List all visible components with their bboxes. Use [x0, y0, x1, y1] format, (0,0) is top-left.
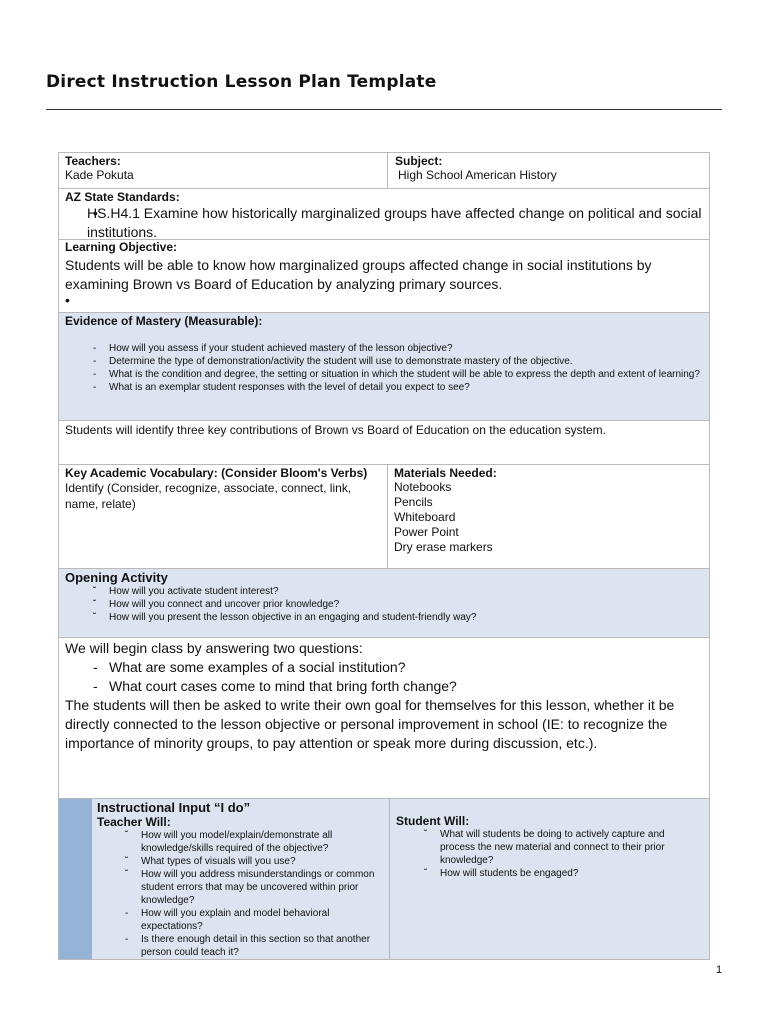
input-sidebar	[59, 799, 92, 959]
opening-answer-row	[58, 637, 710, 799]
objective-row	[58, 239, 710, 313]
objective-label: Learning Objective:	[65, 240, 178, 254]
opening-intro: We will begin class by answering two questions:	[65, 640, 363, 656]
evidence-answer: Students will identify three key contributions of Brown vs Board of Education on the education system.	[65, 423, 606, 437]
evidence-item: - What is the condition and degree, the setting or situation in which the student will be able to express the depth and extent of learning?	[65, 368, 703, 381]
instructional-input-row	[58, 798, 710, 960]
document-title: Direct Instruction Lesson Plan Template	[46, 72, 437, 92]
teacher-item: - How will you explain and model behavioral expectations?	[97, 907, 387, 933]
materials-label: Materials Needed:	[394, 466, 497, 480]
evidence-label: Evidence of Mastery (Measurable):	[65, 314, 263, 328]
material-item: Power Point	[394, 525, 459, 539]
material-item: Pencils	[394, 495, 433, 509]
opening-item: ˘ How will you present the lesson objective in an engaging and student-friendly way?	[65, 611, 703, 624]
vocabulary-label: Key Academic Vocabulary: (Consider Bloom's Verbs)	[65, 466, 368, 480]
input-label: Instructional Input “I do”	[97, 800, 251, 815]
opening-question: - What court cases come to mind that bring forth change?	[65, 677, 703, 696]
opening-activity-row	[58, 568, 710, 638]
standards-label: AZ State Standards:	[65, 190, 180, 204]
material-item: Whiteboard	[394, 510, 456, 524]
standard-item: • HS.H4.1 Examine how historically marginalized groups have affected change on political and social institutions.	[65, 204, 703, 242]
opening-closing: The students will then be asked to write their own goal for themselves for this lesson, whether it be directly connected to the lesson objective or personal improvement in school (IE: to recognize the importance of minority groups, to pay attention or speak more during discussion, etc.).	[65, 697, 675, 751]
evidence-item: - How will you assess if your student achieved mastery of the lesson objective?	[65, 342, 703, 355]
material-item: Notebooks	[394, 480, 452, 494]
student-item: ˘ How will students be engaged?	[396, 867, 701, 880]
teachers-label: Teachers:	[65, 154, 121, 168]
page-number: 1	[716, 964, 723, 976]
teachers-subject-row	[58, 152, 710, 189]
teacher-item: - Is there enough detail in this section so that another person could teach it?	[97, 933, 387, 959]
subject-value: High School American History	[398, 168, 557, 182]
subject-label: Subject:	[395, 154, 443, 168]
opening-item: ˘ How will you activate student interest?	[65, 585, 703, 598]
evidence-row	[58, 312, 710, 421]
material-item: Dry erase markers	[394, 540, 493, 554]
evidence-item: - Determine the type of demonstration/activity the student will use to demonstrate mastery of the objective.	[65, 355, 703, 368]
teachers-value: Kade Pokuta	[65, 168, 134, 182]
title-rule	[46, 109, 722, 110]
teacher-item: ˘ What types of visuals will you use?	[97, 855, 387, 868]
objective-empty-bullet: •	[65, 292, 70, 308]
objective-text: Students will be able to know how marginalized groups affected change in social institutions by examining Brown vs Board of Education by analyzing primary sources.	[65, 257, 652, 292]
teacher-will-label: Teacher Will:	[97, 815, 171, 829]
student-item: ˘ What will students be doing to actively capture and process the new material and connect to their prior knowledge?	[396, 828, 701, 867]
vocabulary-text: Identify (Consider, recognize, associate, connect, link, name, relate)	[65, 481, 352, 511]
opening-question: - What are some examples of a social institution?	[65, 658, 703, 677]
evidence-answer-row	[58, 420, 710, 465]
standards-row	[58, 188, 710, 240]
evidence-item: - What is an exemplar student responses with the level of detail you expect to see?	[65, 381, 703, 394]
vocab-materials-row	[58, 464, 710, 569]
opening-label: Opening Activity	[65, 570, 168, 585]
teacher-item: ˘ How will you model/explain/demonstrate all knowledge/skills required of the objective?	[97, 829, 387, 855]
student-will-label: Student Will:	[396, 814, 470, 828]
teacher-item: ˘ How will you address misunderstandings or common student errors that may be uncovered within prior knowledge?	[97, 868, 387, 907]
opening-item: ˘ How will you connect and uncover prior knowledge?	[65, 598, 703, 611]
